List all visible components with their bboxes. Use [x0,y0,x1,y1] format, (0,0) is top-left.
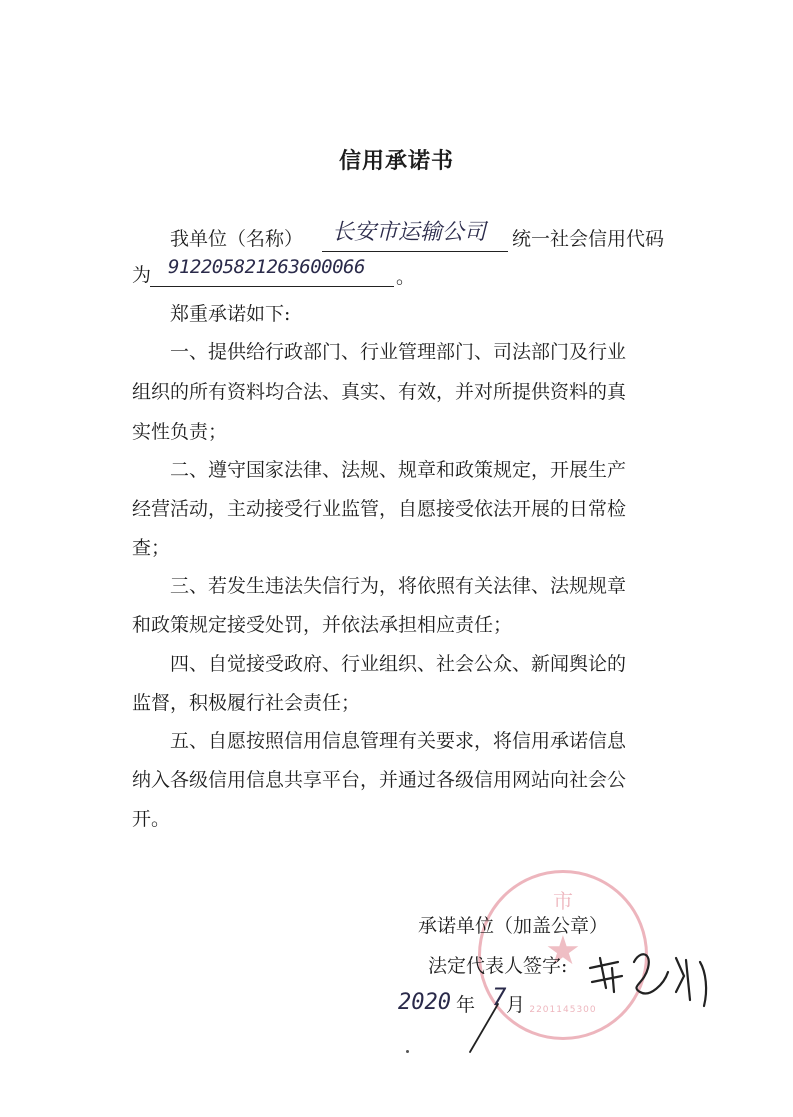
seal-city-text: 市 [553,889,573,913]
item-2-line-1: 二、遵守国家法律、法规、规章和政策规定，开展生产 [170,459,627,481]
legal-rep-label: 法定代表人签字: [428,955,568,977]
item-3-line-2: 和政策规定接受处罚，并依法承担相应责任； [132,614,513,636]
scan-speck [406,1050,409,1053]
code-prefix: 为 [132,264,152,286]
code-end: 。 [396,266,416,288]
item-2-line-2: 经营活动，主动接受行业监管，自愿接受依法开展的日常检 [132,498,627,520]
document-title: 信用承诺书 [338,148,454,174]
date-month-handwritten: 7 [492,983,507,1011]
item-1-line-3: 实性负责； [132,421,228,443]
commitment-unit-label: 承诺单位（加盖公章） [418,915,609,937]
item-2-line-3: 查； [132,537,171,559]
intro-suffix: 统一社会信用代码 [512,228,665,250]
item-5-line-1: 五、自愿按照信用信息管理有关要求，将信用承诺信息 [170,730,627,752]
item-4-line-1: 四、自觉接受政府、行业组织、社会公众、新闻舆论的 [170,653,627,675]
item-5-line-2: 纳入各级信用信息共享平台，并通过各级信用网站向社会公 [132,769,627,791]
item-5-line-3: 开。 [132,808,171,830]
seal-star-icon: ★ [545,928,581,974]
intro-prefix: 我单位（名称） [170,228,304,250]
date-month-char: 月 [506,994,526,1016]
item-1-line-1: 一、提供给行政部门、行业管理部门、司法部门及行业 [170,341,627,363]
promise-heading: 郑重承诺如下: [170,303,291,325]
item-4-line-2: 监督，积极履行社会责任； [132,692,361,714]
item-1-line-2: 组织的所有资料均合法、真实、有效，并对所提供资料的真 [132,381,627,403]
date-year-handwritten: 2020 [398,990,451,1015]
company-name-handwritten: 长安市运输公司 [332,220,487,245]
seal-id-text: 2201145300 [529,1005,597,1015]
date-year-char: 年 [456,994,476,1016]
item-3-line-1: 三、若发生违法失信行为，将依照有关法律、法规规章 [170,575,627,597]
credit-code-handwritten: 912205821263600066 [168,256,365,278]
